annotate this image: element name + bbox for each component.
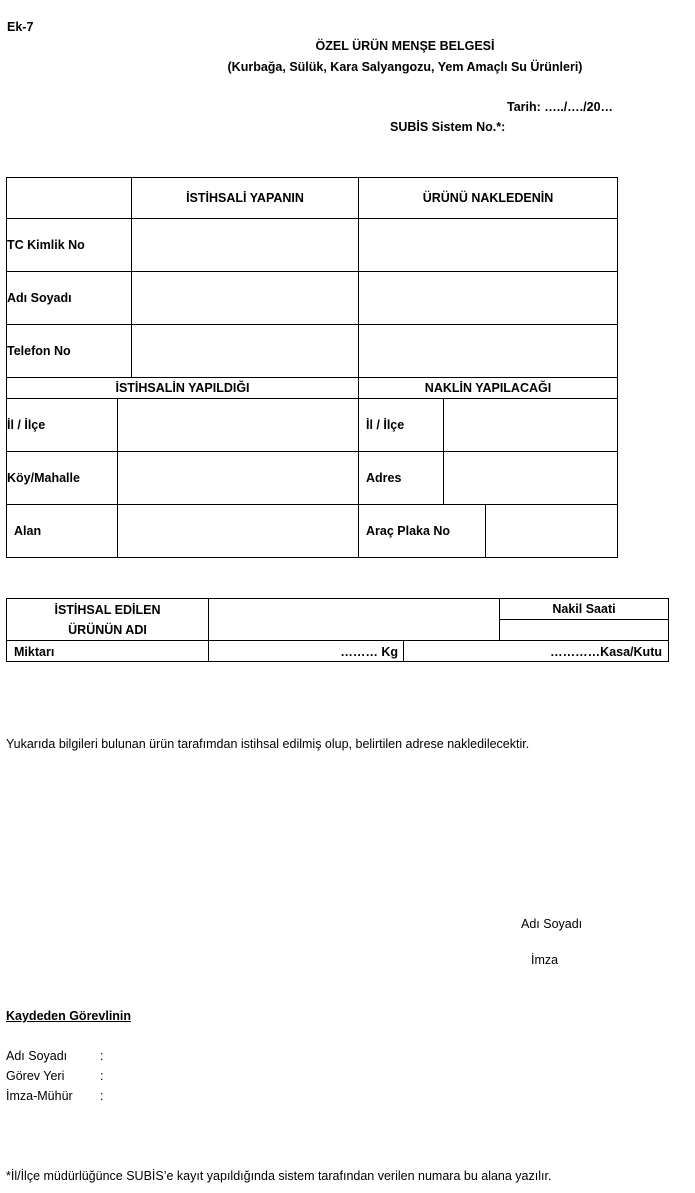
product-name-label-line1: İSTİHSAL EDİLEN [54, 602, 161, 617]
destination-section-header: NAKLİN YAPILACAĞI [424, 381, 552, 395]
product-name-label-line2: ÜRÜNÜN ADI [68, 622, 147, 637]
annex-label: Ek-7 [7, 20, 34, 34]
subis-number-field: SUBİS Sistem No.*: [390, 120, 506, 134]
producer-statement: Yukarıda bilgileri bulunan ürün tarafımdan istihsal edilmiş olup, belirtilen adrese nakledilecektir. [6, 737, 530, 751]
document-title: ÖZEL ÜRÜN MENŞE BELGESİ [315, 39, 495, 53]
producer-phone-input[interactable] [132, 325, 358, 377]
transport-time-input[interactable] [500, 620, 668, 640]
quantity-kg-field[interactable]: ……… Kg [340, 644, 398, 659]
tc-id-label: TC Kimlik No [7, 238, 85, 252]
officer-position-colon: : [100, 1069, 104, 1083]
transport-time-label: Nakil Saati [552, 602, 616, 616]
origin-province-input[interactable] [118, 399, 358, 451]
transporter-phone-input[interactable] [359, 325, 617, 377]
destination-province-label: İl / İlçe [366, 418, 405, 432]
transporter-tc-id-input[interactable] [359, 219, 617, 271]
transporter-name-input[interactable] [359, 272, 617, 324]
officer-heading: Kaydeden Görevlinin [6, 1009, 132, 1023]
signer-signature-label: İmza [531, 953, 559, 967]
origin-area-input[interactable] [118, 505, 358, 557]
origin-village-label: Köy/Mahalle [7, 471, 80, 485]
officer-name-label: Adı Soyadı [6, 1049, 68, 1063]
product-name-label [7, 599, 208, 640]
officer-name-colon: : [100, 1049, 104, 1063]
document-subtitle: (Kurbağa, Sülük, Kara Salyangozu, Yem Amaçlı Su Ürünleri) [227, 60, 583, 74]
producer-name-input[interactable] [132, 272, 358, 324]
phone-label: Telefon No [7, 344, 71, 358]
quantity-box-field[interactable]: …………Kasa/Kutu [550, 644, 662, 659]
vehicle-plate-label: Araç Plaka No [366, 524, 451, 538]
vehicle-plate-input[interactable] [486, 505, 617, 557]
officer-seal-colon: : [100, 1089, 104, 1103]
destination-address-label: Adres [366, 471, 402, 485]
date-field: Tarih: …../…./20… [507, 100, 614, 114]
producer-column-header: İSTİHSALİ YAPANIN [186, 191, 304, 205]
origin-province-label: İl / İlçe [7, 418, 46, 432]
footnote: *İl/İlçe müdürlüğünce SUBİS’e kayıt yapıldığında sistem tarafından verilen numara bu alana yazılır. [6, 1169, 552, 1183]
producer-tc-id-input[interactable] [132, 219, 358, 271]
officer-position-label: Görev Yeri [6, 1069, 65, 1083]
product-name-input[interactable] [209, 599, 499, 640]
origin-village-input[interactable] [118, 452, 358, 504]
destination-address-input[interactable] [444, 452, 617, 504]
origin-section-header: İSTİHSALİN YAPILDIĞI [115, 381, 250, 395]
destination-province-input[interactable] [444, 399, 617, 451]
signer-name-label: Adı Soyadı [521, 917, 583, 931]
quantity-label: Miktarı [14, 644, 55, 659]
transporter-column-header: ÜRÜNÜ NAKLEDENİN [422, 191, 554, 205]
origin-area-label: Alan [14, 524, 42, 538]
name-label: Adı Soyadı [7, 291, 72, 305]
officer-seal-label: İmza-Mühür [6, 1089, 73, 1103]
